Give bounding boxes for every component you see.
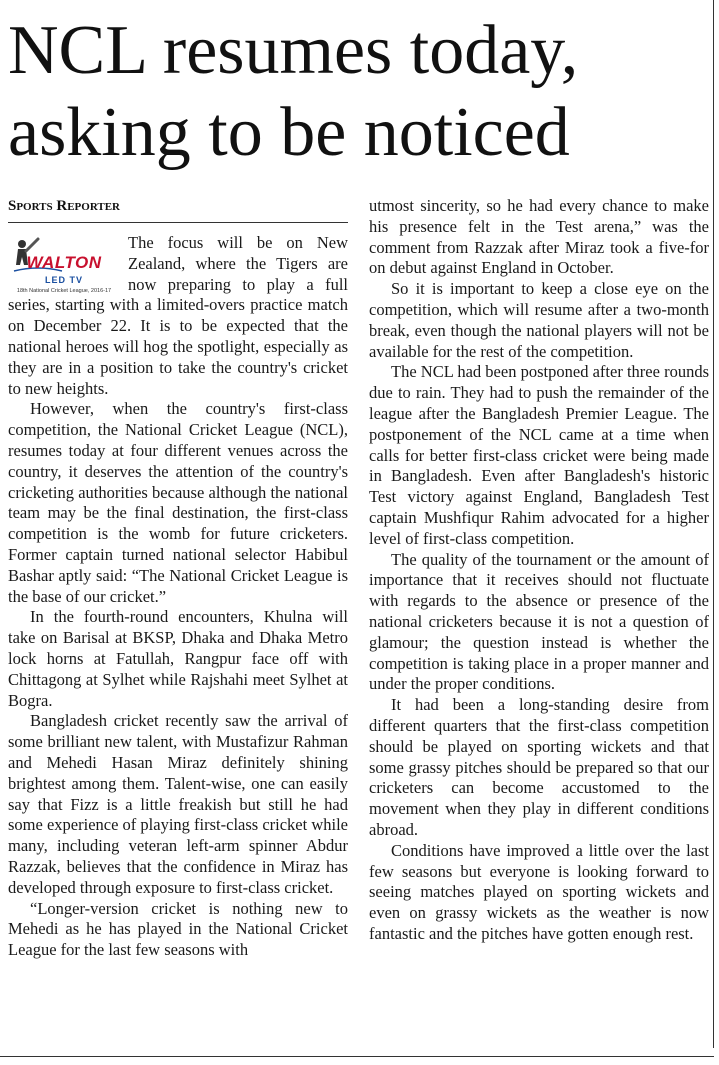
paragraph-7: So it is important to keep a close eye on the competition, which will resume after a two-month break, even though the national players will not be available for the rest of the competition. xyxy=(369,279,709,361)
page-border-bottom xyxy=(0,1056,714,1057)
paragraph-5: “Longer-version cricket is nothing new to Mehedi as he has played in the National Cricket League for the last few seasons with xyxy=(8,898,348,960)
paragraph-10: It had been a long-standing desire from different quarters that the first-class competition should be played on sporting wickets and that some grassy pitches should be prepared so that our cricketers can become accustomed to the movement when they play in different conditions abroad. xyxy=(369,695,709,839)
article-column-left xyxy=(8,233,348,961)
headline-line-2: asking to be noticed xyxy=(8,94,570,171)
paragraph-4: Bangladesh cricket recently saw the arrival of some brilliant new talent, with Mustafizur Rahman and Mehedi Hasan Miraz definitely shining brightest among them. Talent-wise, one can easily say that Fizz is a little freakish but still he had some experience of playing first-class cricket while many, including veteran left-arm spinner Abdur Razzak, believes that the confidence in Miraz has developed through exposure to first-class cricket. xyxy=(8,711,348,897)
paragraph-11: Conditions have improved a little over the last few seasons but everyone is looking forward to seeing matches played on sporting wickets and even on grassy wickets as the weather is now fantastic and the pitches have gotten enough rest. xyxy=(369,840,709,943)
paragraph-3: In the fourth-round encounters, Khulna will take on Barisal at BKSP, Dhaka and Dhaka Metro lock horns at Fatullah, Rangpur face off with Chittagong at Sylhet while Rajshahi meet Sylhet at Bogra. xyxy=(8,607,348,710)
headline-line-1: NCL resumes today, xyxy=(8,12,579,89)
byline: Sports Reporter xyxy=(8,198,120,214)
paragraph-1: The focus will be on New Zealand, where the Tigers are now preparing to play a full series, starting with a limited-overs practice match on December 22. It is to be expected that the national heroes will hog the spotlight, especially as they are in a position to take the country's cricket to new heights. xyxy=(8,233,348,398)
paragraph-8: The NCL had been postponed after three rounds due to rain. They had to push the remainder of the league after the Bangladesh Premier League. The postponement of the NCL came at a time when calls for better first-class cricket were being made in Bangladesh. Even after Bangladesh's historic Test victory against England, Bangladesh Test captain Mushfiqur Rahim advocated for a higher level of first-class competition. xyxy=(369,362,709,548)
paragraph-9: The quality of the tournament or the amount of importance that it receives should not fluctuate with regards to the absence or presence of the national cricketers because it is not a question of glamour; the question instead is whether the competition is taking place in a proper manner and under the proper conditions. xyxy=(369,549,709,694)
paragraph-6: utmost sincerity, so he had every chance to make his presence felt in the Test arena,” was the comment from Razzak after Miraz took a five-for on debut against England in October. xyxy=(369,196,709,278)
sponsor-logo xyxy=(8,235,120,294)
sponsor-brand: WALTON xyxy=(26,253,102,272)
page-border-right xyxy=(713,0,714,1048)
sponsor-tagline: 18th National Cricket League, 2016-17 xyxy=(16,288,112,294)
byline-divider xyxy=(8,222,348,223)
sponsor-product: LED TV xyxy=(44,275,83,285)
headline xyxy=(8,10,708,174)
paragraph-2: However, when the country's first-class competition, the National Cricket League (NCL), resumes today at four different venues across the country, it deserves the attention of the country's cricketing authorities because although the national team may be the final destination, the first-class competition is the womb for future cricketers. Former captain turned national selector Habibul Bashar aptly said: “The National Cricket League is the base of our cricket.” xyxy=(8,399,348,606)
article-column-right xyxy=(369,196,709,945)
